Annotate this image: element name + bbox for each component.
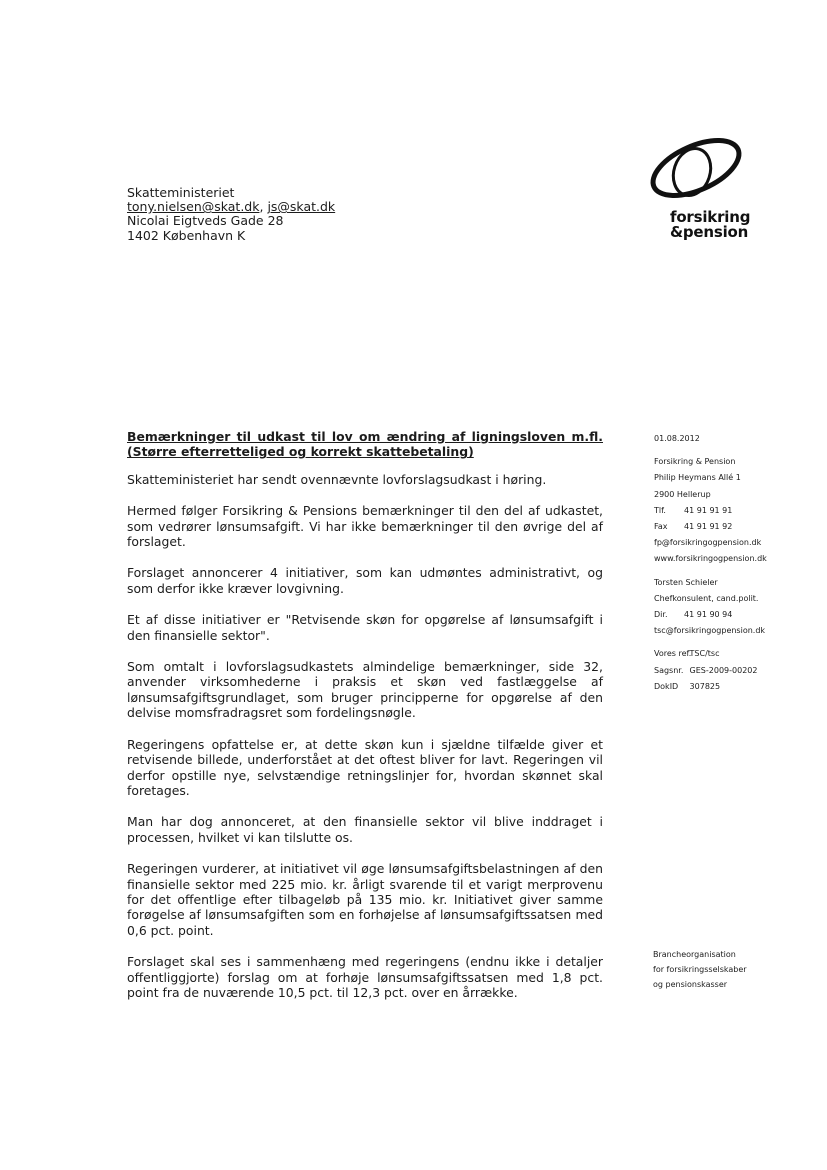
contact-name: Torsten Schieler [654, 577, 718, 587]
letter-subject: Bemærkninger til udkast til lov om ændring af ligningsloven m.fl. (Større efterretteliged og korrekt skattebetaling) [127, 429, 603, 460]
logo-wordmark [670, 210, 750, 240]
org-website[interactable]: www.forsikringogpension.dk [654, 554, 767, 564]
org-name: Forsikring & Pension [654, 457, 736, 467]
recipient-name: Skatteministeriet [127, 185, 235, 200]
document-id-label: DokID [654, 681, 679, 691]
org-city: 2900 Hellerup [654, 489, 711, 499]
direct-label: Dir. [654, 610, 668, 620]
organisation-block [654, 454, 819, 567]
reference-row [654, 646, 819, 662]
recipient-emails [127, 200, 335, 214]
contact-email[interactable]: tsc@forsikringogpension.dk [654, 626, 766, 636]
phone-label: Tlf. [654, 505, 666, 515]
recipient-email-2[interactable]: js@skat.dk [267, 199, 336, 215]
recipient-email-1[interactable]: tony.nielsen@skat.dk [127, 199, 260, 215]
case-number-label: Sagsnr. [654, 665, 684, 675]
paragraph-8: Regeringen vurderer, at initiativet vil øge lønsumsafgiftsbelastningen af den finansielle sektor med 225 mio. kr. årligt svarende til et varigt merprovenu for det offentlige efter tilbageløb på 135 mio. kr. Initiativet giver samme forøgelse af lønsumsafgiften som en forhøjelse af lønsumsafgiftssatsen med 0,6 pct. point. [127, 861, 603, 938]
paragraph-4: Et af disse initiativer er "Retvisende skøn for opgørelse af lønsumsafgift i den finansielle sektor". [127, 612, 603, 643]
email-separator: , [259, 199, 268, 215]
footer-line-3: og pensionskasser [653, 980, 728, 989]
letter-body [127, 429, 603, 1016]
footer-line-1: Brancheorganisation [653, 950, 736, 959]
org-street: Philip Heymans Allé 1 [654, 473, 741, 483]
sender-sidebar [654, 431, 819, 702]
phone-value: 41 91 91 91 [684, 505, 733, 515]
case-number-value: GES-2009-00202 [689, 665, 758, 675]
document-id-row [654, 679, 819, 695]
fax-label: Fax [654, 522, 668, 532]
recipient-street: Nicolai Eigtveds Gade 28 [127, 213, 284, 229]
paragraph-5: Som omtalt i lovforslagsudkastets almindelige bemærkninger, side 32, anvender virksomhederne i praksis et skøn ved fastlæggelse af lønsumsafgiftsgrundlaget, som bruger principperne for opgørelse af den delvise momsfradragsret som fordelingsnøgle. [127, 659, 603, 721]
fax-value: 41 91 91 92 [684, 522, 733, 532]
letter-date-block [654, 431, 819, 447]
org-email[interactable]: fp@forsikringogpension.dk [654, 538, 762, 548]
logo-line-1: forsikring [670, 208, 751, 226]
reference-block [654, 646, 819, 695]
paragraph-7: Man har dog annonceret, at den finansielle sektor vil blive inddraget i processen, hvilket vi kan tilslutte os. [127, 814, 603, 845]
logo-swirl-icon [646, 136, 756, 216]
reference-label: Vores ref. [654, 649, 692, 659]
document-id-value: 307825 [689, 681, 721, 691]
org-phone-row [654, 503, 819, 519]
case-number-row [654, 663, 819, 679]
letter-date: 01.08.2012 [654, 434, 700, 443]
footer-line-2: for forsikringsselskaber [653, 965, 747, 974]
paragraph-3: Forslaget annoncerer 4 initiativer, som kan udmøntes administrativt, og som derfor ikke kræver lovgivning. [127, 565, 603, 596]
company-logo [646, 136, 756, 246]
reference-value: TSC/tsc [689, 649, 720, 659]
contact-direct-row [654, 607, 819, 623]
contact-block [654, 575, 819, 640]
logo-line-2: &pension [670, 223, 749, 241]
paragraph-9: Forslaget skal ses i sammenhæng med regeringens (endnu ikke i detaljer offentliggjorte) forslag om at forhøje lønsumsafgiftssatsen med 1,8 pct. point fra de nuværende 10,5 pct. til 12,3 pct. over en årrække. [127, 954, 603, 1000]
direct-value: 41 91 90 94 [684, 610, 733, 620]
paragraph-1: Skatteministeriet har sendt ovennævnte lovforslagsudkast i høring. [127, 471, 547, 487]
paragraph-2: Hermed følger Forsikring & Pensions bemærkninger til den del af udkastet, som vedrører lønsumsafgift. Vi har ikke bemærkninger til den øvrige del af forslaget. [127, 503, 603, 550]
organisation-footer [653, 947, 813, 992]
contact-title: Chefkonsulent, cand.polit. [654, 593, 759, 603]
addressee-block [127, 186, 335, 243]
recipient-city: 1402 København K [127, 227, 246, 243]
paragraph-6: Regeringens opfattelse er, at dette skøn kun i sjældne tilfælde giver et retvisende billede, underforstået at det oftest bliver for lavt. Regeringen vil derfor opstille nye, selvstændige retningslinjer for, hvordan skønnet skal foretages. [127, 736, 603, 798]
org-fax-row [654, 519, 819, 535]
